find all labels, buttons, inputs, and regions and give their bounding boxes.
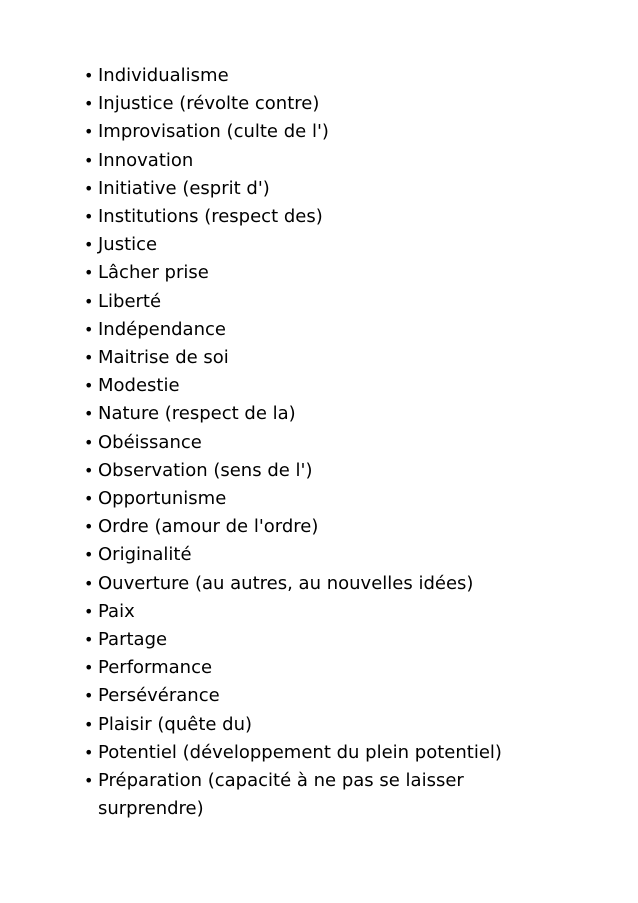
list-item [84,598,604,626]
bullet-icon: • [84,630,94,650]
bullet-icon: • [84,742,94,762]
bullet-icon: • [84,489,94,509]
list-item-text: Lâcher prise [98,262,209,284]
bullet-icon: • [84,686,94,706]
list-item-text: Plaisir (quête du) [98,713,253,735]
bullet-icon: • [84,573,94,593]
list-item-text: Innovation [98,149,194,171]
list-item [84,485,604,513]
list-item-text: Justice [98,234,158,256]
list-item [84,513,604,541]
list-item-text: Obéissance [98,431,202,453]
bullet-icon: • [84,207,94,227]
values-list [84,62,604,823]
list-item [84,147,604,175]
list-item [84,400,604,428]
list-item [84,682,604,710]
bullet-icon: • [84,771,94,791]
list-item [84,654,604,682]
list-item-text: Individualisme [98,65,229,86]
bullet-icon: • [84,517,94,537]
bullet-icon: • [84,178,94,198]
list-item-text: Maitrise de soi [98,347,229,369]
bullet-icon: • [84,66,94,85]
list-item-text: Persévérance [98,685,220,707]
list-item-text: Ouverture (au autres, au nouvelles idées) [98,572,474,594]
bullet-icon: • [84,432,94,452]
list-item-text: Observation (sens de l') [98,459,313,481]
list-item [84,175,604,203]
list-item [84,90,604,118]
list-item-text: Institutions (respect des) [98,206,323,228]
bullet-icon: • [84,404,94,424]
list-item-text: Potentiel (développement du plein potentiel) [98,741,502,763]
list-item-text: Initiative (esprit d') [98,177,270,199]
list-item [84,570,604,598]
list-item [84,288,604,316]
list-item [84,259,604,287]
list-item [84,711,604,739]
bullet-icon: • [84,658,94,678]
list-item [84,62,604,90]
list-item [84,429,604,457]
list-item [84,203,604,231]
list-item-text: Originalité [98,544,192,566]
list-item [84,372,604,400]
list-item-text: Indépendance [98,318,226,340]
bullet-icon: • [84,376,94,396]
list-item-text: Préparation (capacité à ne pas se laisser surprendre) [98,770,464,820]
list-item-text: Ordre (amour de l'ordre) [98,516,319,538]
list-item-text: Modestie [98,375,180,397]
list-item [84,739,604,767]
list-item [84,626,604,654]
list-item-text: Opportunisme [98,488,227,510]
list-item-text: Partage [98,629,168,651]
list-item-text: Paix [98,600,135,622]
bullet-icon: • [84,291,94,311]
list-item-text: Improvisation (culte de l') [98,121,329,143]
list-item-text: Injustice (révolte contre) [98,93,320,115]
bullet-icon: • [84,460,94,480]
list-item [84,316,604,344]
list-item-text: Liberté [98,290,162,312]
bullet-icon: • [84,348,94,368]
list-item-text: Nature (respect de la) [98,403,296,425]
list-item [84,767,518,823]
bullet-icon: • [84,601,94,621]
bullet-icon: • [84,94,94,114]
list-item [84,457,604,485]
bullet-icon: • [84,150,94,170]
list-item [84,118,604,146]
bullet-icon: • [84,122,94,142]
bullet-icon: • [84,235,94,255]
list-item-text: Performance [98,657,213,679]
list-item [84,231,604,259]
bullet-icon: • [84,545,94,565]
bullet-icon: • [84,263,94,283]
list-item [84,344,604,372]
bullet-icon: • [84,714,94,734]
list-item [84,541,604,569]
bullet-icon: • [84,319,94,339]
